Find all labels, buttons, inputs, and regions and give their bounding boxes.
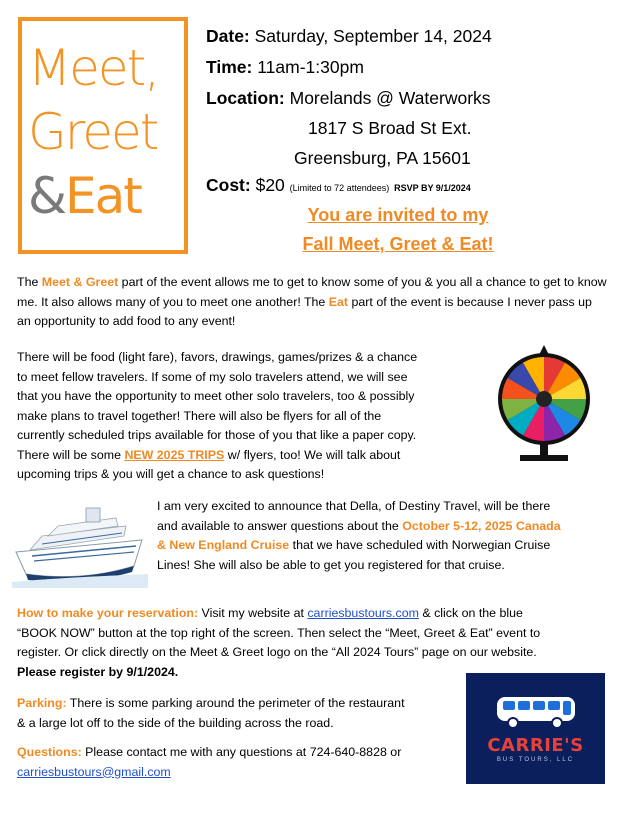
eat-highlight: Eat <box>328 294 349 309</box>
intro-paragraph <box>17 273 607 332</box>
activities-line: currently scheduled trips available for those of you that like a paper copy. <box>17 428 417 442</box>
date-value: Saturday, September 14, 2024 <box>249 26 492 46</box>
questions-paragraph <box>17 743 457 782</box>
cost-value: $20 <box>250 175 285 195</box>
activities-line: that you have the opportunity to meet other solo travelers, too & possibly <box>17 389 415 403</box>
cruise-line <box>157 536 607 556</box>
parking-line <box>17 694 457 714</box>
cost-note: (Limited to 72 attendees) <box>289 183 390 193</box>
address-line-2: Greensburg, PA 15601 <box>294 148 471 168</box>
logo-line-meet: Meet, <box>28 39 159 97</box>
cruise-line: Lines! She will also be able to get you registered for that cruise. <box>157 557 505 572</box>
invite-line-2: Fall Meet, Greet & Eat! <box>302 234 494 254</box>
event-time <box>206 57 364 78</box>
cruise-name-highlight: October 5-12, 2025 Canada <box>402 518 561 533</box>
logo-ampersand: & <box>28 167 65 225</box>
intro-text-1: The <box>17 275 42 289</box>
address-line-1: 1817 S Broad St Ext. <box>308 118 472 138</box>
cruise-text: and available to answer questions about the <box>157 518 403 533</box>
bus-icon <box>493 691 579 733</box>
meet-greet-highlight: Meet & Greet <box>41 275 119 289</box>
carries-logo-subtitle: BUS TOURS, LLC <box>496 757 575 763</box>
activities-text: w/ flyers, too! We will talk about <box>224 447 401 462</box>
activities-text: There will be some <box>17 447 125 462</box>
activities-line: make plans to travel together! There will also be flyers for all of the <box>17 408 382 423</box>
location-value: Morelands @ Waterworks <box>284 88 491 108</box>
activities-line: to meet fellow travelers. If some of my solo travelers attend, we will see <box>17 369 408 384</box>
cruise-line: I am very excited to announce that Della, of Destiny Travel, will be there <box>157 499 551 513</box>
invite-line-1: You are invited to my <box>307 205 489 225</box>
activities-paragraph <box>17 348 487 485</box>
reservation-label: How to make your reservation: <box>17 606 199 620</box>
location-label: Location: <box>206 88 285 108</box>
parking-label: Parking: <box>17 696 67 710</box>
reservation-line: “BOOK NOW” button at the top right of the screen. Then select the “Meet, Greet & Eat” event to <box>17 625 541 640</box>
cruise-text: that we have scheduled with Norwegian Cruise <box>289 538 551 552</box>
time-value: 11am-1:30pm <box>252 57 364 77</box>
reservation-text: Visit my website at <box>198 606 308 620</box>
activities-line: There will be food (light fare), favors, drawings, games/prizes & a chance <box>17 350 418 364</box>
activities-line: upcoming trips & you will get a chance to ask questions! <box>17 467 325 481</box>
logo-line-eat <box>28 167 141 225</box>
parking-paragraph <box>17 694 457 733</box>
reservation-text: & click on the blue <box>418 606 523 620</box>
cruise-line <box>157 517 607 537</box>
cruise-paragraph <box>157 497 607 575</box>
questions-label: Questions: <box>17 745 82 759</box>
logo-eat-text: Eat <box>65 167 141 225</box>
intro-text-2: part of the event allows me to get to know some of you & you all a chance to get to know me. It also allows many of you to meet one another! The <box>17 275 607 309</box>
website-link[interactable]: carriesbustours.com <box>307 606 419 620</box>
activities-line <box>17 446 487 466</box>
parking-line: & a large lot off to the side of the building across the road. <box>17 715 334 730</box>
new-2025-trips-link[interactable]: NEW 2025 TRIPS <box>124 447 225 462</box>
time-label: Time: <box>206 57 253 77</box>
cruise-name-highlight: & New England Cruise <box>157 538 290 552</box>
questions-line <box>17 743 457 763</box>
intro-text-3: part of the event is because I never pass up an opportunity to add food to any event! <box>17 294 592 328</box>
meet-greet-eat-logo[interactable] <box>18 17 188 254</box>
email-link[interactable]: carriesbustours@gmail.com <box>17 764 171 779</box>
logo-line-greet: Greet <box>28 103 158 161</box>
register-deadline: Please register by 9/1/2024. <box>17 664 179 679</box>
event-location <box>206 88 491 109</box>
parking-text: There is some parking around the perimeter of the restaurant <box>66 696 405 710</box>
rsvp-deadline: RSVP BY 9/1/2024 <box>394 183 471 193</box>
event-date <box>206 26 492 47</box>
cost-label: Cost: <box>206 175 251 195</box>
reservation-paragraph <box>17 604 607 682</box>
date-label: Date: <box>206 26 250 46</box>
reservation-line <box>17 604 607 624</box>
cruise-ship-image <box>12 500 148 588</box>
reservation-line: register. Or click directly on the Meet & Greet logo on the “All 2024 Tours” page on our website. <box>17 645 537 659</box>
carries-logo-title: CARRIE'S <box>487 735 584 756</box>
event-cost <box>206 175 471 196</box>
prize-wheel-image <box>490 343 598 465</box>
carries-bus-tours-logo <box>466 673 605 784</box>
questions-text: Please contact me with any questions at 724-640-8828 or <box>81 745 402 759</box>
